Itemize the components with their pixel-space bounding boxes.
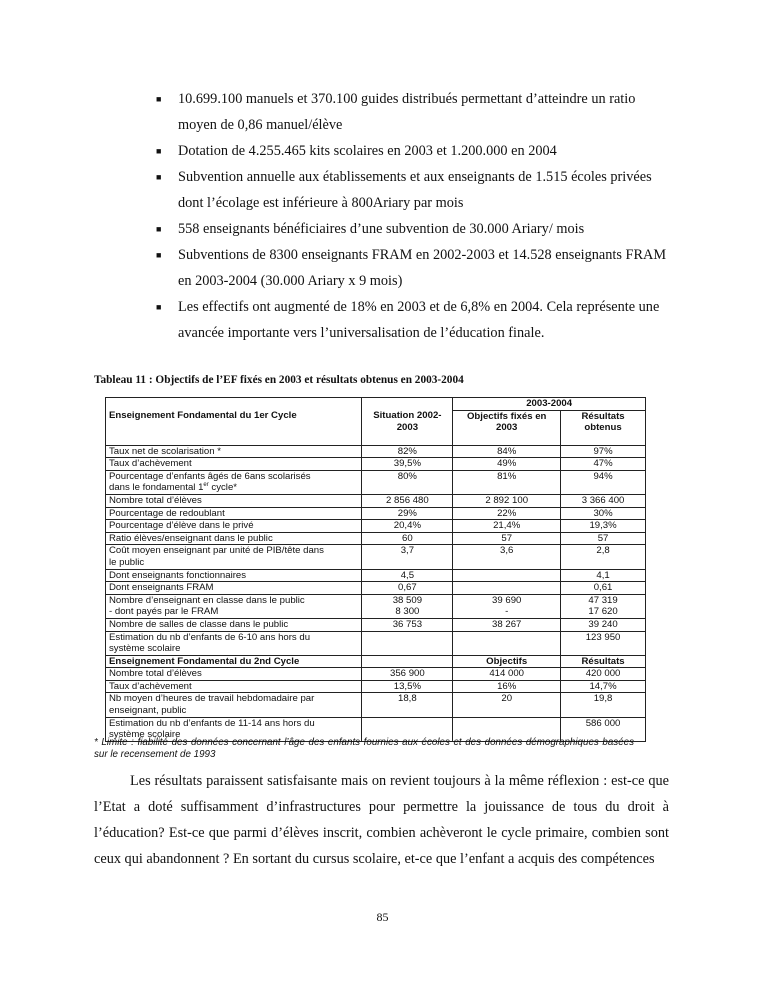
cell-value: 84% — [453, 445, 561, 458]
row-label: Enseignement Fondamental du 2nd Cycle — [106, 655, 362, 668]
cell-value: 3 366 400 — [561, 494, 646, 507]
cell-value: Résultats — [561, 655, 646, 668]
table-header-row — [106, 410, 646, 445]
row-label: Coût moyen enseignant par unité de PIB/tête dans le public — [106, 545, 362, 569]
cell-value: 81% — [453, 470, 561, 494]
cell-value: 356 900 — [362, 668, 453, 681]
table-row — [106, 569, 646, 582]
cell-value: 38 267 — [453, 618, 561, 631]
square-bullet-icon: ■ — [156, 94, 162, 104]
table-row — [106, 494, 646, 507]
cell-value: 49% — [453, 458, 561, 471]
cell-value: 47% — [561, 458, 646, 471]
row-label: Dont enseignants FRAM — [106, 582, 362, 595]
cell-value: 20 — [453, 693, 561, 717]
row-label: Taux net de scolarisation * — [106, 445, 362, 458]
square-bullet-icon: ■ — [156, 146, 162, 156]
square-bullet-icon: ■ — [156, 302, 162, 312]
cell-value: 30% — [561, 507, 646, 520]
cell-value — [453, 569, 561, 582]
table-row — [106, 458, 646, 471]
bullet-item: ■ Subvention annuelle aux établissements et aux enseignants de 1.515 écoles privées dont l’écolage est inférieure à 800Ariary par mois — [150, 164, 670, 216]
cell-value: 22% — [453, 507, 561, 520]
row-label: Nombre de salles de classe dans le public — [106, 618, 362, 631]
cell-value: 47 319 17 620 — [561, 594, 646, 618]
cell-value: 39 240 — [561, 618, 646, 631]
cell-value: 57 — [561, 532, 646, 545]
cell-value: 21,4% — [453, 520, 561, 533]
row-label: Nombre total d’élèves — [106, 494, 362, 507]
cell-value: 39,5% — [362, 458, 453, 471]
bullet-item: ■ Les effectifs ont augmenté de 18% en 2003 et de 6,8% en 2004. Cela représente une avancée importante vers l’universalisation de l’éducation finale. — [150, 294, 670, 346]
cell-value: 18,8 — [362, 693, 453, 717]
table-row — [106, 532, 646, 545]
group-header: 2003-2004 — [453, 398, 646, 411]
cell-value: 14,7% — [561, 680, 646, 693]
table-row — [106, 680, 646, 693]
table-row — [106, 470, 646, 494]
table-row — [106, 618, 646, 631]
row-label: Ratio élèves/enseignant dans le public — [106, 532, 362, 545]
row-label: Estimation du nb d’enfants de 6-10 ans hors du système scolaire — [106, 631, 362, 655]
square-bullet-icon: ■ — [156, 172, 162, 182]
column-header: Enseignement Fondamental du 1er Cycle — [106, 410, 362, 445]
cell-value: 2 892 100 — [453, 494, 561, 507]
cell-value: 38 509 8 300 — [362, 594, 453, 618]
row-label: Nombre total d’élèves — [106, 668, 362, 681]
table-row — [106, 693, 646, 717]
row-label: Taux d’achèvement — [106, 680, 362, 693]
cell-value: 3,7 — [362, 545, 453, 569]
row-label: Nb moyen d’heures de travail hebdomadaire par enseignant, public — [106, 693, 362, 717]
cell-value: 82% — [362, 445, 453, 458]
objectives-table — [105, 397, 646, 742]
table-row — [106, 631, 646, 655]
table-group-header-row — [106, 398, 646, 411]
table-row — [106, 445, 646, 458]
cell-value: 4,1 — [561, 569, 646, 582]
cell-value: 4,5 — [362, 569, 453, 582]
cell-value — [453, 631, 561, 655]
table-row — [106, 507, 646, 520]
cell-value: 0,61 — [561, 582, 646, 595]
cell-value: 57 — [453, 532, 561, 545]
cell-value: 2 856 480 — [362, 494, 453, 507]
square-bullet-icon: ■ — [156, 224, 162, 234]
table-row — [106, 582, 646, 595]
cell-value: 80% — [362, 470, 453, 494]
table-row — [106, 520, 646, 533]
cell-value: 420 000 — [561, 668, 646, 681]
cell-value: 414 000 — [453, 668, 561, 681]
bullet-list — [150, 86, 670, 346]
row-label: Estimation du nb d’enfants de 11-14 ans hors du système scolaire — [106, 717, 362, 741]
cell-value: 586 000 — [561, 717, 646, 741]
table-row — [106, 655, 646, 668]
body-paragraph: Les résultats paraissent satisfaisante mais on revient toujours à la même réflexion : est-ce que l’Etat a doté suffisamment d’infrastructures pour permettre la jouissance de tous du droit à l’éducation? Est-ce que parmi d’élèves inscrit, combien achèveront le cycle primaire, combien sont ceux qui abandonnent ? En sortant du cursus scolaire, et-ce que l’enfant a acquis des compétences — [94, 773, 669, 867]
bullet-item: ■ 10.699.100 manuels et 370.100 guides distribués permettant d’atteindre un ratio moyen de 0,86 manuel/élève — [150, 86, 670, 138]
square-bullet-icon: ■ — [156, 250, 162, 260]
cell-value: 123 950 — [561, 631, 646, 655]
table-row — [106, 668, 646, 681]
bullet-item: ■ Subventions de 8300 enseignants FRAM en 2002-2003 et 14.528 enseignants FRAM en 2003-2004 (30.000 Ariary x 9 mois) — [150, 242, 670, 294]
cell-value: 97% — [561, 445, 646, 458]
cell-value — [362, 655, 453, 668]
row-label: Taux d’achèvement — [106, 458, 362, 471]
column-header: Situation 2002- 2003 — [362, 410, 453, 445]
cell-value: 3,6 — [453, 545, 561, 569]
row-label: Pourcentage d’élève dans le privé — [106, 520, 362, 533]
cell-value — [453, 582, 561, 595]
cell-value: 60 — [362, 532, 453, 545]
cell-value: 19,8 — [561, 693, 646, 717]
column-header: Résultats obtenus — [561, 410, 646, 445]
column-header: Objectifs fixés en 2003 — [453, 410, 561, 445]
page-number: 85 — [376, 910, 389, 924]
cell-value: 20,4% — [362, 520, 453, 533]
cell-value: 94% — [561, 470, 646, 494]
cell-value: 19,3% — [561, 520, 646, 533]
table-footnote: * Limite : fiabilité des données concernant l’âge des enfants fournies aux écoles et des données démographiques basées sur le recensement de 1993 — [94, 737, 634, 760]
table-row — [106, 545, 646, 569]
row-label: Pourcentage de redoublant — [106, 507, 362, 520]
table-row — [106, 594, 646, 618]
cell-value: 0,67 — [362, 582, 453, 595]
table-caption: Tableau 11 : Objectifs de l’EF fixés en 2003 et résultats obtenus en 2003-2004 — [94, 374, 464, 386]
cell-value: 16% — [453, 680, 561, 693]
row-label: Nombre d’enseignant en classe dans le public - dont payés par le FRAM — [106, 594, 362, 618]
cell-value: Objectifs — [453, 655, 561, 668]
cell-value: 39 690 - — [453, 594, 561, 618]
row-label: Pourcentage d’enfants âgés de 6ans scolarisés dans le fondamental 1er cycle* — [106, 470, 362, 494]
row-label: Dont enseignants fonctionnaires — [106, 569, 362, 582]
bullet-item: ■ Dotation de 4.255.465 kits scolaires en 2003 et 1.200.000 en 2004 — [150, 138, 670, 164]
cell-value: 29% — [362, 507, 453, 520]
cell-value — [362, 631, 453, 655]
bullet-item: ■ 558 enseignants bénéficiaires d’une subvention de 30.000 Ariary/ mois — [150, 216, 670, 242]
cell-value: 13,5% — [362, 680, 453, 693]
cell-value: 36 753 — [362, 618, 453, 631]
cell-value: 2,8 — [561, 545, 646, 569]
